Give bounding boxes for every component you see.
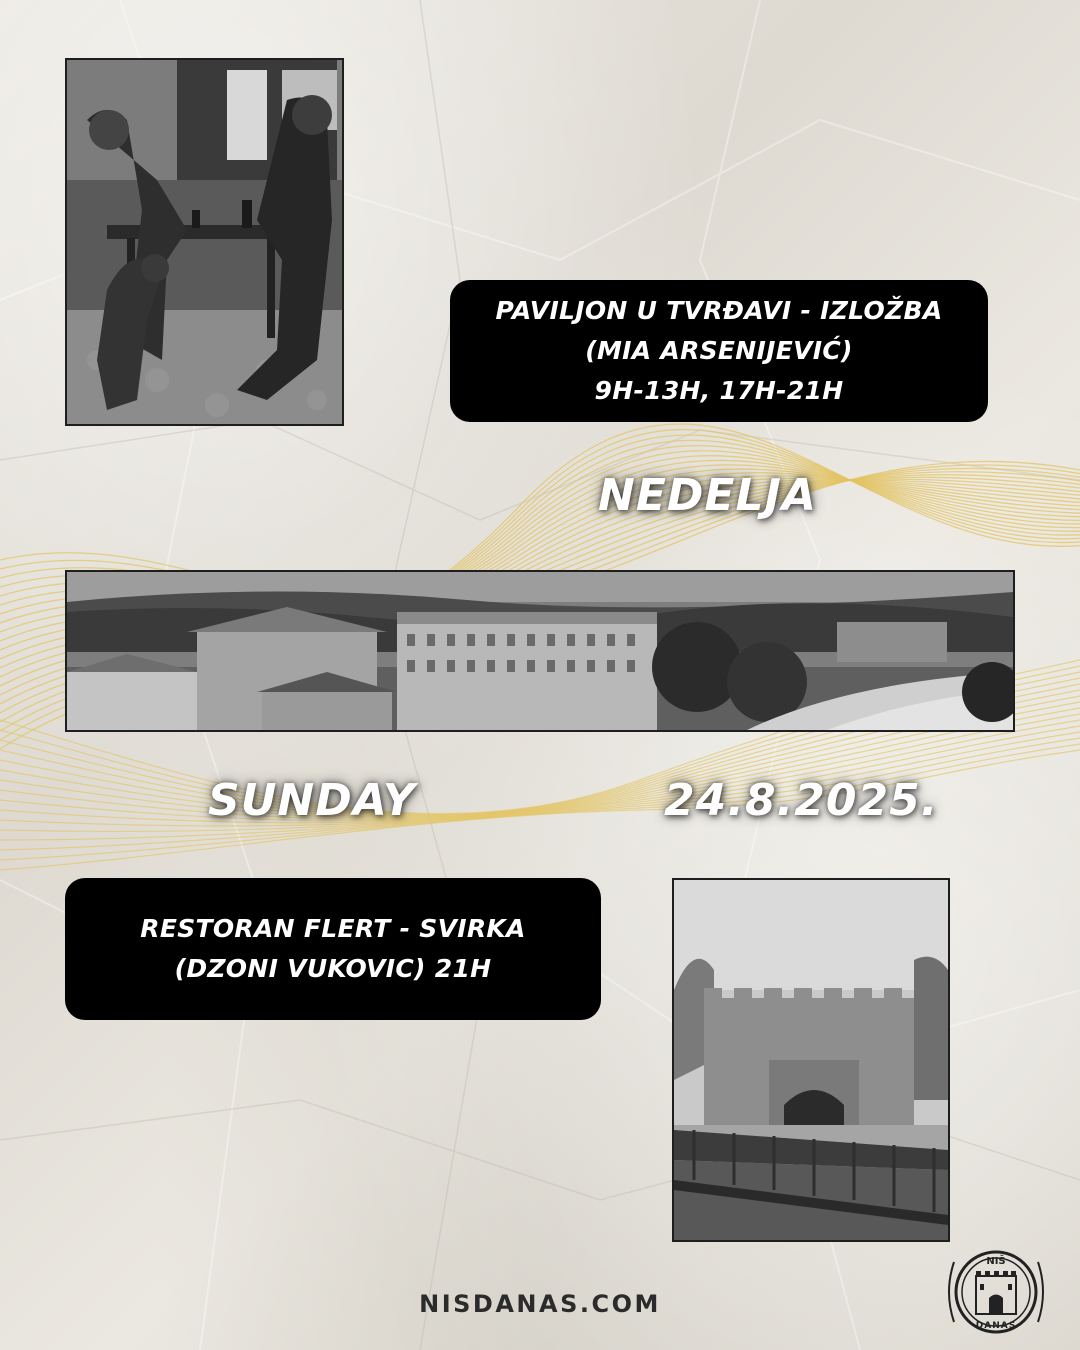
day-name-english: SUNDAY	[208, 775, 416, 826]
event-box-pavilion	[450, 280, 988, 422]
city-panorama-photo	[65, 570, 1015, 732]
event-date: 24.8.2025.	[664, 775, 939, 826]
nis-danas-logo	[944, 1246, 1048, 1338]
day-name-serbian: NEDELJA	[598, 470, 817, 521]
logo-bottom-text: DANAS	[975, 1321, 1017, 1331]
website-link[interactable]: NISDANAS.COM	[419, 1290, 661, 1318]
event-artist: (MIA ARSENIJEVIĆ)	[585, 336, 853, 365]
event-title: PAVILJON U TVRĐAVI - IZLOŽBA	[495, 296, 943, 325]
logo-top-text: NIŠ	[986, 1256, 1006, 1267]
statues-photo	[65, 58, 344, 426]
event-performer-time: (DZONI VUKOVIC) 21H	[174, 954, 492, 983]
fortress-gate-icon	[976, 1271, 1016, 1314]
event-title: RESTORAN FLERT - SVIRKA	[140, 914, 526, 943]
fortress-gate-photo	[672, 878, 950, 1242]
event-box-restaurant	[65, 878, 601, 1020]
event-hours: 9H-13H, 17H-21H	[594, 376, 844, 405]
